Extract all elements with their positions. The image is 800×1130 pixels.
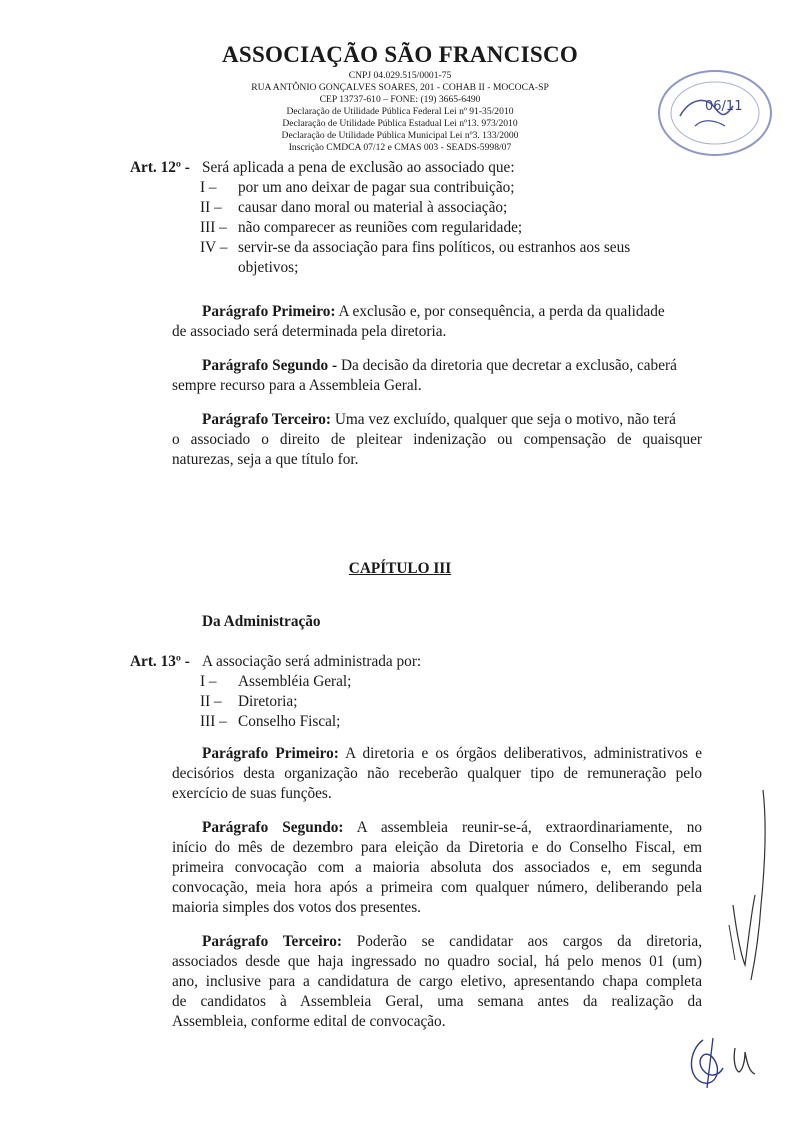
art12-item-num: II – [200, 199, 222, 216]
art12-item-text: causar dano moral ou material à associação; [238, 199, 508, 216]
art13-item-text: Conselho Fiscal; [238, 713, 341, 730]
art12-paragraph-first-cont: de associado será determinada pela diretoria. [172, 323, 447, 340]
paragraph-label: Parágrafo Segundo: [202, 819, 344, 836]
paragraph-text: A assembleia reunir-se-á, extraordinariamente, no [356, 819, 703, 836]
paragraph-label: Parágrafo Terceiro: [202, 411, 331, 428]
art13-paragraph-second-cont: início do mês de dezembro para eleição da Diretoria e do Conselho Fiscal, em [172, 839, 702, 856]
art12-paragraph-third-cont: naturezas, seja a que título for. [172, 451, 359, 468]
art13-paragraph-third-cont: ano, inclusive para a candidatura de cargo eletivo, apresentando chapa completa [172, 973, 702, 990]
art12-paragraph-first [202, 302, 665, 322]
art12-item-num: IV – [200, 239, 228, 256]
art13-label: Art. 13º - [130, 653, 190, 670]
paragraph-text: Uma vez excluído, qualquer que seja o motivo, não terá [334, 411, 676, 428]
paragraph-label: Parágrafo Terceiro: [202, 933, 342, 950]
art13-item-num: II – [200, 693, 222, 710]
art12-item-num: I – [200, 179, 217, 196]
art12-item-num: III – [200, 219, 227, 236]
address-line: RUA ANTÔNIO GONÇALVES SOARES, 201 - COHAB II - MOCOCA-SP [251, 82, 549, 93]
paragraph-label: Parágrafo Primeiro: [202, 745, 339, 762]
paragraph-text: A diretoria e os órgãos deliberativos, administrativos e [345, 745, 702, 762]
art12-item-text: não comparecer as reuniões com regularidade; [238, 219, 523, 236]
art12-intro: Será aplicada a pena de exclusão ao associado que: [202, 159, 515, 176]
art13-item-text: Assembléia Geral; [238, 673, 352, 690]
stamp-handwriting: 06/11 [705, 99, 743, 114]
art13-paragraph-second-cont: maioria simples dos votos dos presentes. [172, 899, 421, 916]
art12-paragraph-second-cont: sempre recurso para a Assembleia Geral. [172, 377, 422, 394]
art13-paragraph-first-cont: decisórios desta organização não receberão qualquer tipo de remuneração pelo [172, 765, 702, 782]
margin-signature [725, 785, 785, 985]
art12-item-text: por um ano deixar de pagar sua contribuição; [238, 179, 515, 196]
art13-item-num: I – [200, 673, 217, 690]
state-declaration: Declaração de Utilidade Pública Estadual Lei nº13. 973/2010 [282, 118, 518, 129]
art12-paragraph-third-cont: o associado o direito de pleitear indenização ou compensação de quaisquer [172, 431, 702, 448]
art13-paragraph-third [202, 932, 702, 952]
art13-paragraph-third-cont: Assembleia, conforme edital de convocação. [172, 1013, 446, 1030]
art12-paragraph-third [202, 410, 676, 430]
initials-signature [683, 1030, 773, 1092]
registry-stamp [655, 68, 773, 158]
paragraph-text: Poderão se candidatar aos cargos da diretoria, [356, 933, 703, 950]
art12-item-continuation: objetivos; [238, 259, 299, 276]
art13-paragraph-first-cont: exercício de suas funções. [172, 785, 332, 802]
art12-paragraph-second [202, 356, 677, 376]
paragraph-text: Da decisão da diretoria que decretar a exclusão, caberá [340, 357, 677, 374]
art12-item-text: servir-se da associação para fins políticos, ou estranhos aos seus [238, 239, 631, 256]
art13-item-num: III – [200, 713, 227, 730]
section-heading: Da Administração [202, 613, 321, 630]
art13-item-text: Diretoria; [238, 693, 298, 710]
cnpj-line: CNPJ 04.029.515/0001-75 [348, 70, 452, 81]
art13-paragraph-third-cont: de candidatos à Assembleia Geral, uma semana antes da realização da [172, 993, 702, 1010]
chapter-heading: CAPÍTULO III [348, 560, 452, 577]
paragraph-label: Parágrafo Segundo - [202, 357, 338, 374]
art13-intro: A associação será administrada por: [202, 653, 422, 670]
art13-paragraph-second-cont: primeira convocação com a maioria absoluta dos associados e, em segunda [172, 859, 702, 876]
municipal-declaration: Declaração de Utilidade Pública Municipal Lei nº3. 133/2000 [281, 130, 519, 141]
paragraph-text: A exclusão e, por consequência, a perda da qualidade [338, 303, 665, 320]
registration-line: Inscrição CMDCA 07/12 e CMAS 003 - SEADS-5998/07 [288, 142, 512, 153]
art13-paragraph-second [202, 818, 702, 838]
art13-paragraph-third-cont: associados desde que haja ingressado no quadro social, há pelo menos 01 (um) [172, 953, 702, 970]
paragraph-label: Parágrafo Primeiro: [202, 303, 336, 320]
art12-label: Art. 12º - [130, 159, 190, 176]
cep-phone-line: CEP 13737-610 – FONE: (19) 3665-6490 [319, 94, 481, 105]
organization-title: ASSOCIAÇÃO SÃO FRANCISCO [221, 42, 579, 67]
art13-paragraph-first [202, 744, 702, 764]
art13-paragraph-second-cont: convocação, meia hora após a primeira com qualquer número, deliberando pela [172, 879, 702, 896]
federal-declaration: Declaração de Utilidade Pública Federal Lei nº 91-35/2010 [286, 106, 514, 117]
